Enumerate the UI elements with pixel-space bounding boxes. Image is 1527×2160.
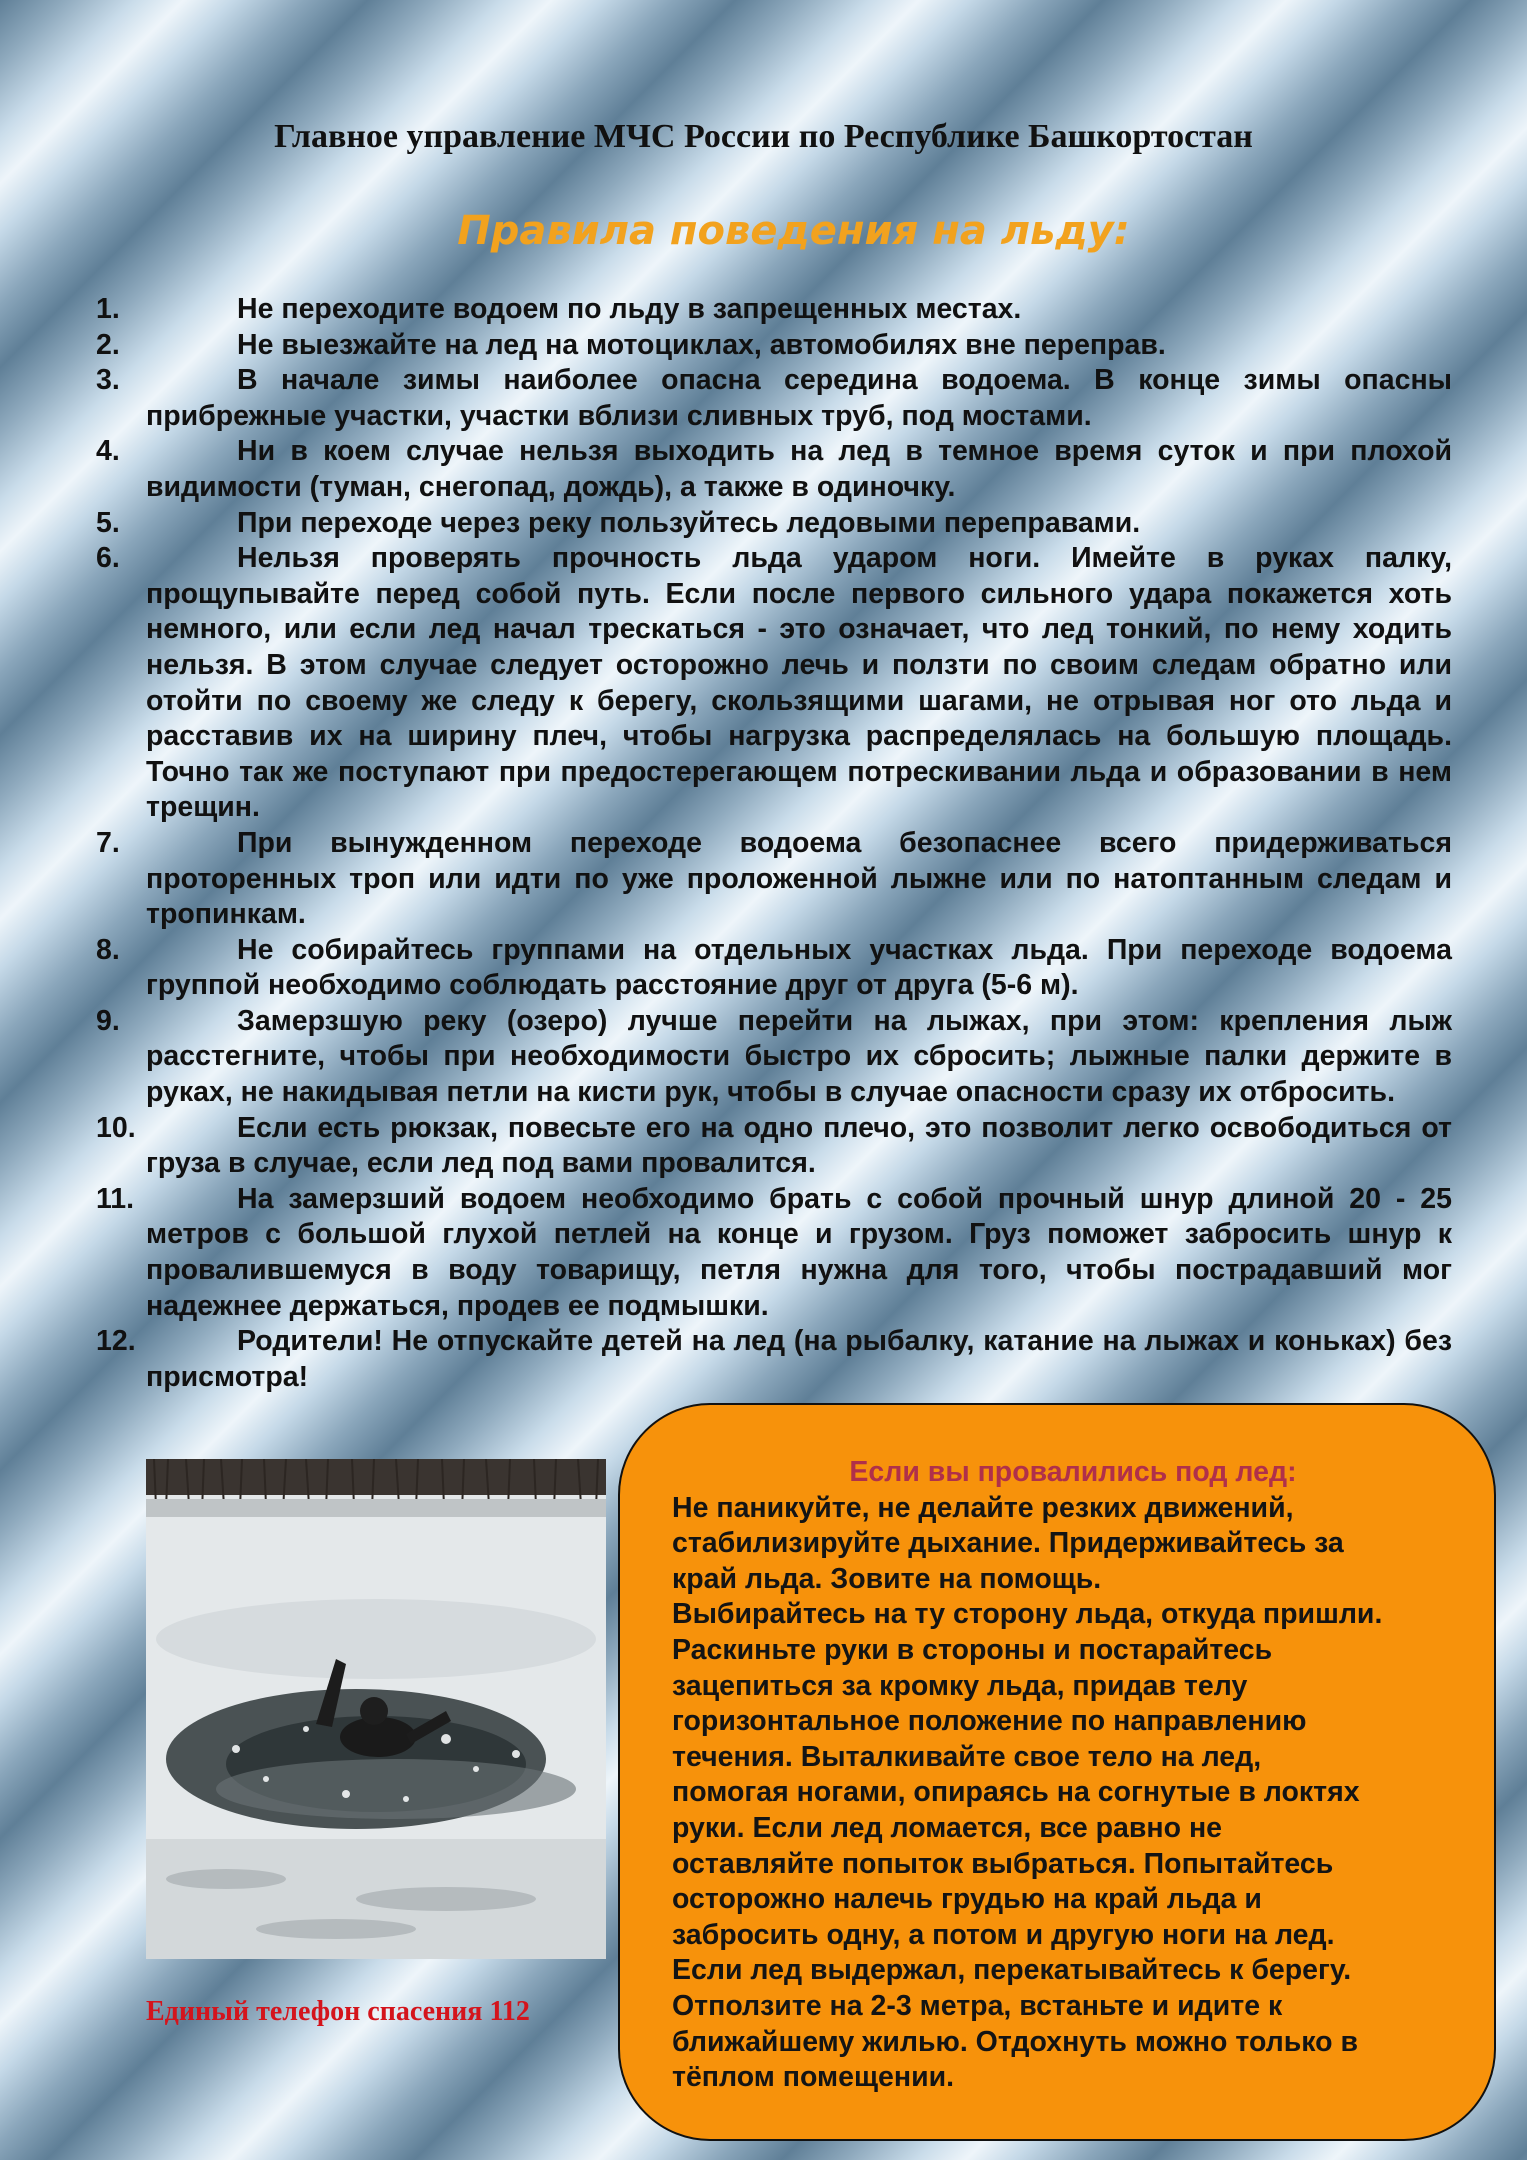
rule-text: Не выезжайте на лед на мотоциклах, автомобилях вне переправ. <box>237 328 1166 361</box>
rule-number: 4. <box>96 435 120 468</box>
rule-text: Родители! Не отпускайте детей на лед (на рыбалку, катание на лыжах и коньках) без присмотра! <box>146 1325 1452 1393</box>
rule-text: Не собирайтесь группами на отдельных участках льда. При переходе водоема группой необходимо соблюдать расстояние друг от друга (5-6 м). <box>146 933 1452 1002</box>
rule-item <box>96 1324 1452 1395</box>
page-title: Правила поведения на льду: <box>457 208 1130 254</box>
rule-text: На замерзший водоем необходимо брать с собой прочный шнур длиной 20 - 25 метров с большой глухой петлей на конце и грузом. Груз поможет забросить шнур к провалившемуся в воду товарищу, петля нужна для того, чтобы пострадавший мог надежнее держаться, продев ее подмышки. <box>146 1182 1452 1322</box>
rule-number: 6. <box>96 542 120 575</box>
rules-list <box>96 292 1452 1395</box>
rule-item <box>96 363 1452 434</box>
ice-rescue-photo <box>146 1459 606 1959</box>
emergency-phone: Единый телефон спасения 112 <box>146 1996 530 2027</box>
rule-number: 3. <box>96 364 120 397</box>
rule-text: Если есть рюкзак, повесьте его на одно плечо, это позволит легко освободиться от груза в случае, если лед под вами провалится. <box>146 1111 1452 1180</box>
rule-item <box>96 434 1452 505</box>
rule-item <box>96 1004 1452 1111</box>
box-title: Если вы провалились под лед: <box>849 1456 1297 1488</box>
rule-item <box>96 541 1452 826</box>
rule-text: В начале зимы наиболее опасна середина водоема. В конце зимы опасны прибрежные участки, участки вблизи сливных труб, под мостами. <box>146 364 1452 432</box>
rule-number: 1. <box>96 293 120 325</box>
rule-number: 8. <box>96 933 120 966</box>
rule-number: 11. <box>96 1182 135 1215</box>
rule-text: Замерзшую реку (озеро) лучше перейти на лыжах, при этом: крепления лыж расстегните, чтобы при необходимости быстро их сбросить; лыжные палки держите в руках, не накидывая петли на кисти рук, чтобы в случае опасности сразу их отбросить. <box>146 1004 1452 1109</box>
rule-item <box>96 506 1452 542</box>
rule-text: При переходе через реку пользуйтесь ледовыми переправами. <box>237 506 1141 539</box>
rule-item <box>96 328 1452 364</box>
rule-item <box>96 826 1452 933</box>
rule-item <box>96 292 1452 328</box>
rule-number: 9. <box>96 1004 120 1037</box>
rule-text: Ни в коем случае нельзя выходить на лед в темное время суток и при плохой видимости (туман, снегопад, дождь), а также в одиночку. <box>146 435 1452 503</box>
rule-text: Нельзя проверять прочность льда ударом ноги. Имейте в руках палку, прощупывайте перед собой путь. Если после первого сильного удара покажется хоть немного, или если лед начал трескаться - это означает, что лед тонкий, по нему ходить нельзя. В этом случае следует осторожно лечь и ползти по своим следам обратно или отойти по своему же следу к берегу, скользящими шагами, не отрывая ног ото льда и расставив их на ширину плеч, чтобы нагрузка распределялась на большую площадь. Точно так же поступают при предостерегающем потрескивании льда и образовании в нем трещин. <box>146 542 1452 824</box>
rule-number: 12. <box>96 1325 136 1358</box>
fell-through-ice-box <box>618 1403 1496 2141</box>
page-header: Главное управление МЧС России по Республике Башкортостан <box>274 118 1253 155</box>
rule-number: 7. <box>96 826 120 859</box>
rule-number: 5. <box>96 506 120 539</box>
person-in-ice-hole-illustration <box>146 1459 606 1959</box>
box-text: Не паникуйте, не делайте резких движений, стабилизируйте дыхание. Придерживайтесь за край льда. Зовите на помощь. Выбирайтесь на ту сторону льда, откуда пришли. Раскиньте руки в стороны и постарайтесь зацепиться за кромку льда, придав телу горизонтальное положение по направлению течения. Выталкивайте свое тело на лед, помогая ногами, опираясь на согнутые в локтях руки. Если лед ломается, все равно не оставляйте попыток выбраться. Попытайтесь осторожно налечь грудью на край льда и забросить одну, а потом и другую ноги на лед. Если лед выдержал, перекатывайтесь к берегу. Отползите на 2-3 метра, встаньте и идите к ближайшему жилью. Отдохнуть можно только в тёплом помещении. <box>672 1491 1383 2094</box>
rule-number: 2. <box>96 328 120 361</box>
rule-text: При вынужденном переходе водоема безопаснее всего придерживаться проторенных троп или идти по уже проложенной лыжне или по натоптанным следам и тропинкам. <box>146 826 1452 931</box>
rule-item <box>96 1182 1452 1324</box>
rule-item <box>96 933 1452 1004</box>
rule-text: Не переходите водоем по льду в запрещенных местах. <box>237 293 1022 325</box>
rule-item <box>96 1111 1452 1182</box>
rule-number: 10. <box>96 1111 136 1144</box>
